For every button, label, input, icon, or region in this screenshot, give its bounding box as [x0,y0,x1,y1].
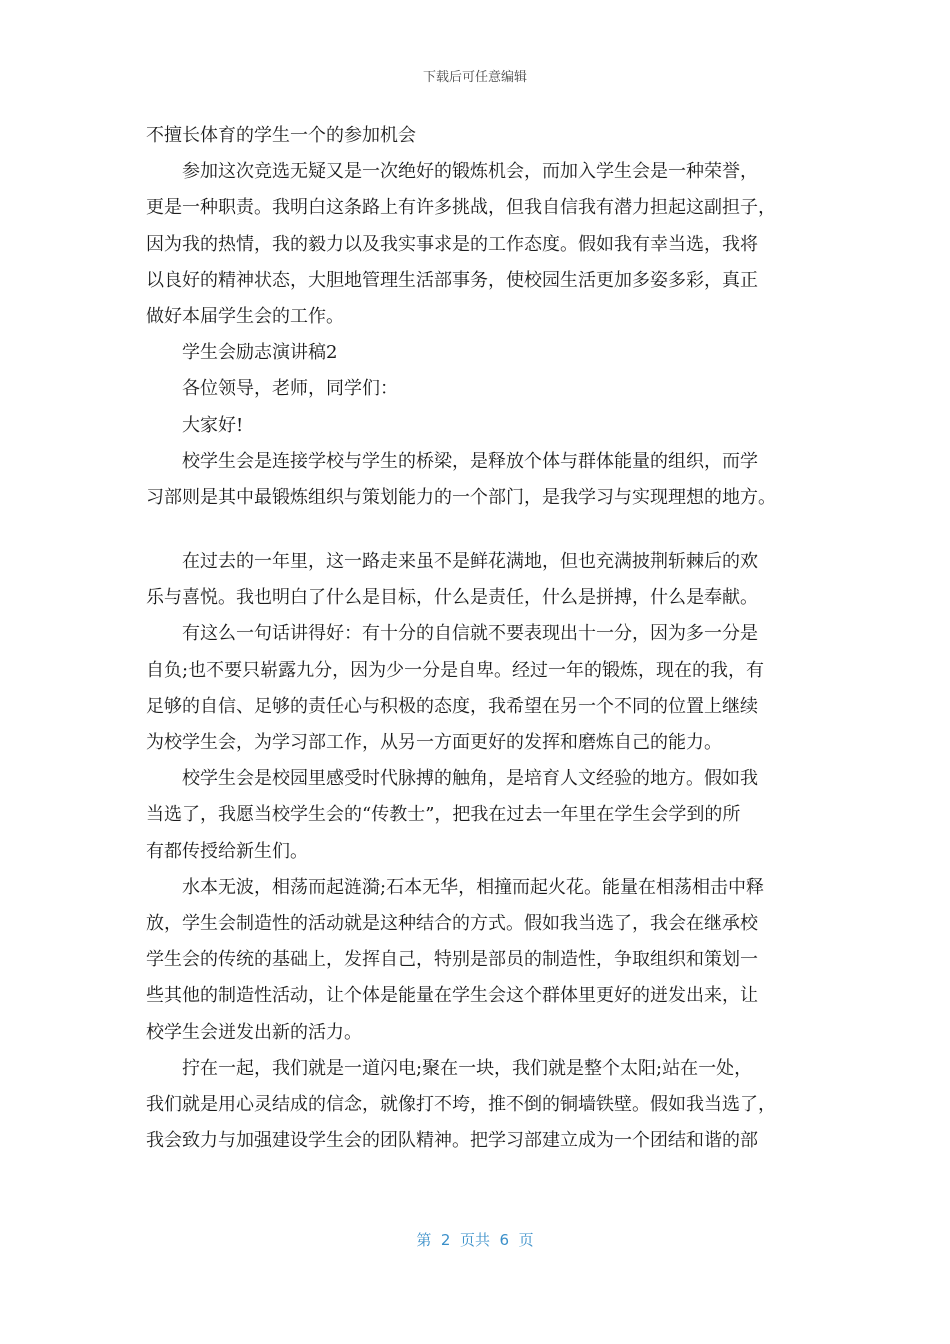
section-title: 学生会励志演讲稿2 [146,342,338,364]
text-line: 我们就是用心灵结成的信念，就像打不垮，推不倒的铜墙铁壁。假如我当选了， [146,1093,776,1115]
text-line: 不擅长体育的学生一个的参加机会 [146,125,416,146]
text-line: 校学生会是校园里感受时代脉搏的触角，是培育人文经验的地方。假如我 [146,768,758,790]
salutation: 各位领导，老师，同学们： [146,378,398,400]
text-line: 学生会的传统的基础上，发挥自己，特别是部员的制造性，争取组织和策划一 [146,949,758,971]
text-line: 我会致力与加强建设学生会的团队精神。把学习部建立成为一个团结和谐的部 [146,1130,758,1152]
greeting: 大家好! [146,414,244,436]
page-number: 第 2 页共 6 页 [416,1231,534,1249]
text-line: 做好本届学生会的工作。 [146,305,344,327]
text-line: 放，学生会制造性的活动就是这种结合的方式。假如我当选了，我会在继承校 [146,912,758,934]
text-line: 校学生会迸发出新的活力。 [146,1021,362,1043]
text-line: 因为我的热情，我的毅力以及我实事求是的工作态度。假如我有幸当选，我将 [146,233,758,255]
text-line: 自负;也不要只崭露九分，因为少一分是自卑。经过一年的锻炼，现在的我，有 [146,659,765,681]
document-body [146,118,811,1159]
text-line: 在过去的一年里，这一路走来虽不是鲜花满地，但也充满披荆斩棘后的欢 [146,551,758,573]
text-line: 些其他的制造性活动，让个体是能量在学生会这个群体里更好的迸发出来，让 [146,985,758,1007]
text-line: 校学生会是连接学校与学生的桥梁，是释放个体与群体能量的组织，而学 [146,450,758,472]
text-line: 水本无波，相荡而起涟漪;石本无华，相撞而起火花。能量在相荡相击中释 [146,876,765,898]
page-footer [0,1229,950,1250]
page-header: 下载后可任意编辑 [422,70,527,85]
text-line: 足够的自信、足够的责任心与积极的态度，我希望在另一个不同的位置上继续 [146,695,758,717]
text-line: 参加这次竞选无疑又是一次绝好的锻炼机会，而加入学生会是一种荣誉， [146,161,758,183]
text-line: 当选了，我愿当校学生会的“传教士”，把我在过去一年里在学生会学到的所 [146,804,741,826]
text-line: 有这么一句话讲得好：有十分的自信就不要表现出十一分，因为多一分是 [146,623,758,645]
text-line: 更是一种职责。我明白这条路上有许多挑战，但我自信我有潜力担起这副担子， [146,197,776,219]
text-line: 有都传授给新生们。 [146,840,308,862]
text-line: 以良好的精神状态，大胆地管理生活部事务，使校园生活更加多姿多彩，真正 [146,269,758,291]
text-line: 为校学生会，为学习部工作，从另一方面更好的发挥和磨炼自己的能力。 [146,732,722,753]
text-line: 习部则是其中最锻炼组织与策划能力的一个部门，是我学习与实现理想的地方。 [146,486,776,508]
text-line: 拧在一起，我们就是一道闪电;聚在一块，我们就是整个太阳;站在一处， [146,1057,753,1079]
paragraph-gap [146,516,811,544]
text-line: 乐与喜悦。我也明白了什么是目标，什么是责任，什么是拼搏，什么是奉献。 [146,587,758,609]
